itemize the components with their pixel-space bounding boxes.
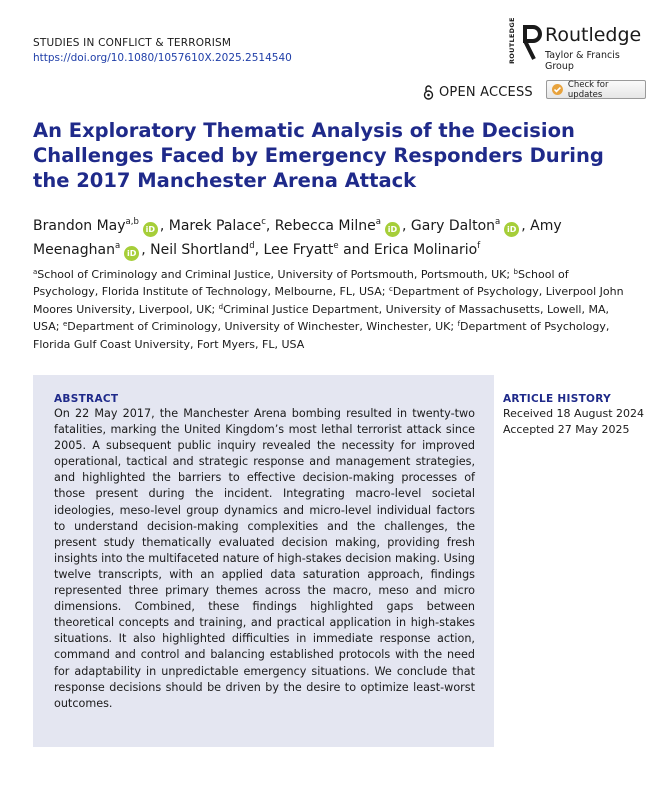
affiliation-text: Department of Criminology, University of Winchester, Winchester, UK; [67, 320, 458, 334]
check-for-updates-label: Check for updates [567, 79, 609, 100]
abstract-heading: ABSTRACT [54, 393, 119, 405]
affiliation-marker: c [388, 285, 393, 294]
author-separator: , [159, 218, 169, 234]
accepted-date: Accepted 27 May 2025 [503, 423, 630, 436]
affiliation-marker: e [62, 320, 68, 329]
author-affiliation-marker: d [249, 241, 255, 251]
affiliations [33, 266, 633, 353]
author-separator: , [141, 242, 151, 258]
author-separator: , [265, 218, 275, 234]
author-separator: , [521, 218, 531, 234]
author-separator: and [338, 242, 374, 258]
publisher-vertical-name: ROUTLEDGE [508, 17, 516, 64]
publisher-subtitle: Taylor & Francis Group [545, 50, 620, 72]
author-name[interactable]: Rebecca Milne [274, 218, 376, 234]
affiliation-text: Criminal Justice Department, University of Massachusetts, Lowell, MA, USA; [33, 302, 609, 334]
journal-name: STUDIES IN CONFLICT & TERRORISM [33, 37, 232, 49]
author-name[interactable]: Marek Palace [168, 218, 262, 234]
publisher-logo[interactable] [508, 17, 648, 72]
author-affiliation-marker: e [333, 241, 339, 251]
author-name[interactable]: Gary Dalton [410, 218, 496, 234]
author-separator: , [402, 218, 411, 234]
open-lock-icon [423, 85, 434, 100]
affiliation-text: Department of Psychology, Florida Gulf Coast University, Fort Myers, FL, USA [33, 320, 610, 351]
abstract-text: On 22 May 2017, the Manchester Arena bombing resulted in twenty-two fatalities, marking the United Kingdom’s most lethal terrorist attack since 2005. A subsequent public inquiry revealed the necessity for improved operational, tactical and strategic response and management strategies, and highlighted the barriers to effective decision-making processes of those present during the incident. Integrating macro-level societal ideologies, meso-level group dynamics and micro-level individual factors to understand decision-making complexities and the challenges, the present study thematically evaluated decision making, providing fresh insights into the multifaceted nature of high-stakes decision making. Using twelve transcripts, with an applied data saturation approach, findings represented three primary themes across the macro, meso and micro dimensions. Combined, these findings highlighted gaps between theoretical concepts and training, and practical application in high-stakes situations. It also highlighted difficulties in immediate response action, command and control and balancing established protocols with the need for adaptability in unpredictable emergency situations. We conclude that response decisions should be driven by the desire to optimize least-worst outcomes. [54, 407, 475, 710]
author-affiliation-marker: a [495, 217, 501, 227]
author-separator: , [254, 242, 264, 258]
crossmark-icon [551, 83, 564, 96]
author-affiliation-marker: a [375, 217, 381, 227]
author-affiliation-marker: f [477, 241, 481, 251]
orcid-icon[interactable]: iD [385, 222, 400, 237]
article-title: An Exploratory Thematic Analysis of the Decision Challenges Faced by Emergency Responders During the 2017 Manchester Arena Attack [33, 119, 604, 192]
author-name[interactable]: Lee Fryatt [263, 242, 334, 258]
affiliation-marker: f [457, 320, 461, 329]
author-list [33, 214, 633, 262]
open-access-text: OPEN ACCESS [439, 84, 533, 100]
affiliation-text: School of Psychology, Florida Institute of Technology, Melbourne, FL, USA; [33, 268, 569, 299]
orcid-icon[interactable]: iD [504, 222, 519, 237]
received-date: Received 18 August 2024 [503, 407, 645, 420]
author-affiliation-marker: a [114, 241, 121, 251]
article-history-heading: ARTICLE HISTORY [503, 393, 611, 405]
author-name[interactable]: Erica Molinario [373, 242, 478, 258]
orcid-icon[interactable]: iD [124, 246, 139, 261]
affiliation-marker: a [33, 268, 38, 276]
author-affiliation-marker: c [261, 217, 266, 227]
author-name[interactable]: Neil Shortland [150, 242, 250, 258]
publisher-name: Routledge [545, 24, 642, 46]
affiliation-text: Department of Psychology, Liverpool John Moores University, Liverpool, UK; [33, 285, 624, 316]
check-for-updates-button[interactable] [546, 80, 646, 99]
affiliation-marker: d [218, 302, 224, 311]
author-name[interactable]: Amy Meenaghan [33, 218, 562, 258]
author-affiliation-marker: a,b [125, 217, 139, 227]
routledge-mark-icon [522, 25, 542, 63]
orcid-icon[interactable]: iD [143, 222, 158, 237]
open-access-label [423, 83, 533, 101]
affiliation-text: School of Criminology and Criminal Justice, University of Portsmouth, Portsmouth, UK; [37, 268, 514, 281]
affiliation-marker: b [513, 268, 518, 276]
doi-link[interactable]: https://doi.org/10.1080/1057610X.2025.2514540 [33, 52, 292, 64]
author-name[interactable]: Brandon May [33, 218, 126, 234]
